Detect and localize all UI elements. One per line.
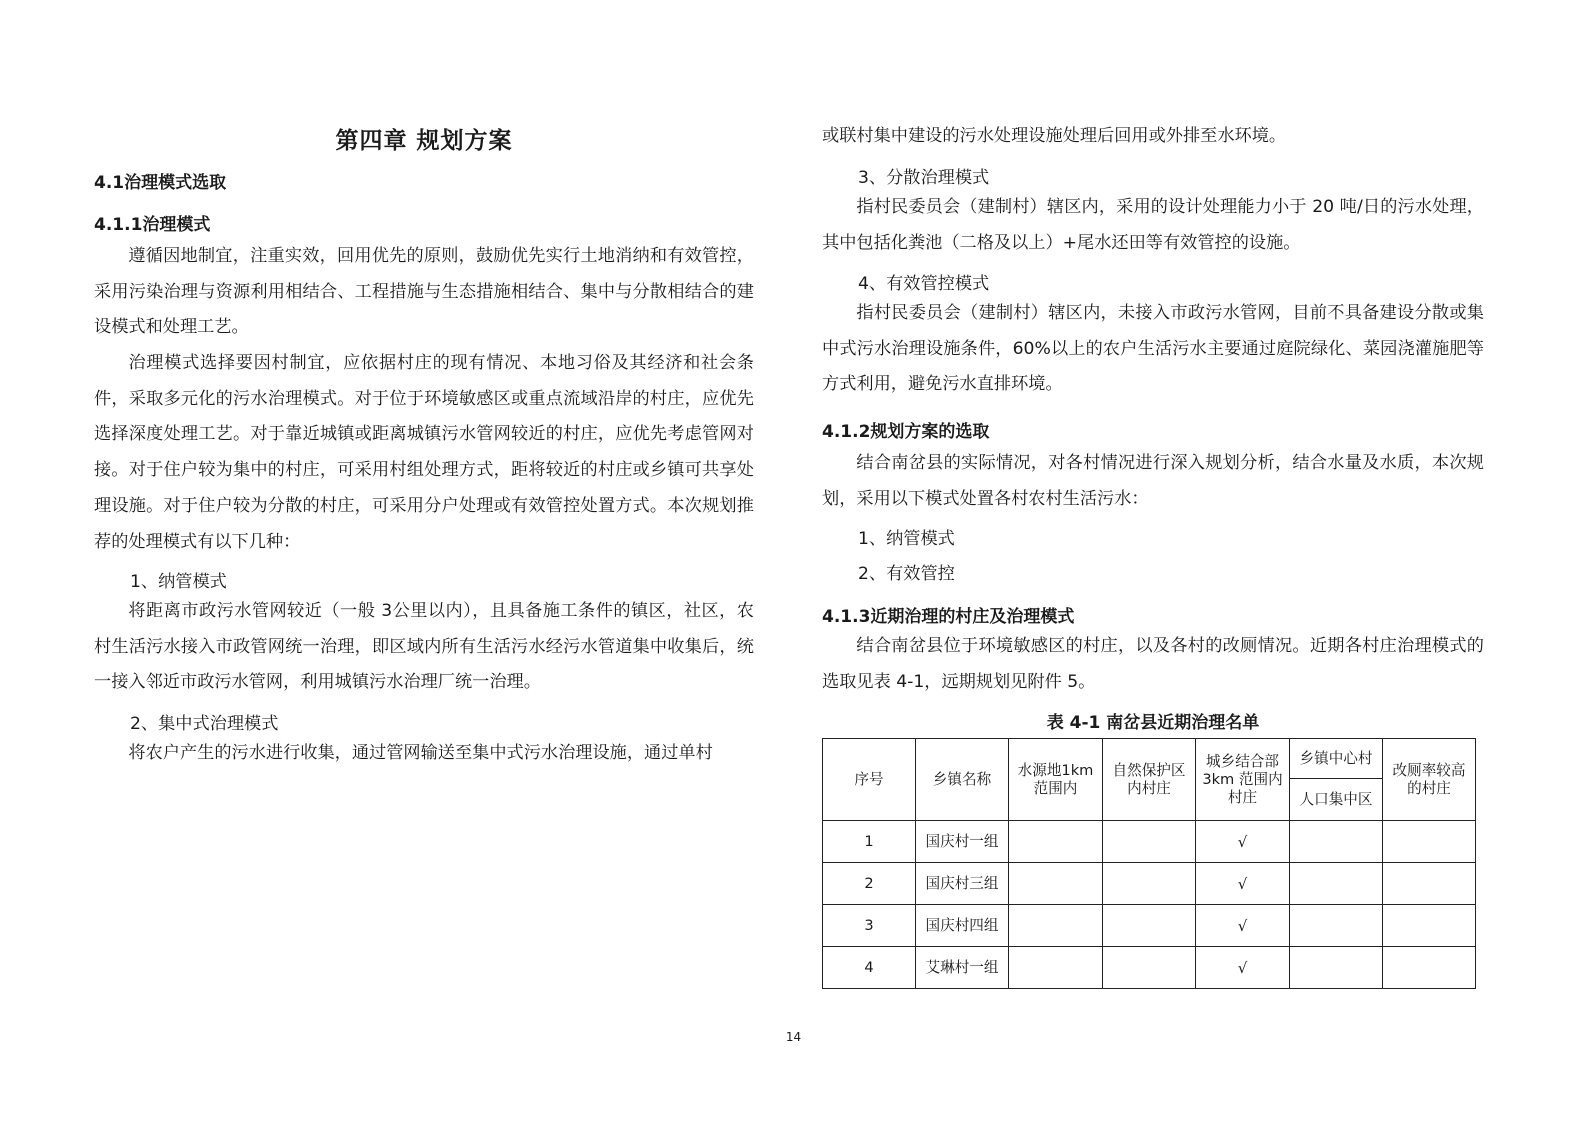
header-water-source: 水源地1km 范围内 [1009, 739, 1103, 821]
list-item: 2、有效管控 [858, 564, 955, 584]
paragraph-continued: 或联村集中建设的污水处理设施处理后回用或外排至水环境。 [822, 126, 1287, 146]
section-heading-4-1-2: 4.1.2规划方案的选取 [822, 422, 990, 442]
cell-town: 国庆村一组 [916, 821, 1009, 863]
cell-empty [1290, 821, 1383, 863]
cell-seq: 4 [823, 947, 916, 989]
cell-seq: 2 [823, 863, 916, 905]
paragraph: 治理模式选择要因村制宜，应依据村庄的现有情况、本地习俗及其经济和社会条件，采取多元化的污水治理模式。对于位于环境敏感区或重点流域沿岸的村庄，应优先选择深度处理工艺。对于靠近城镇或距离城镇污水管网较近的村庄，应优先考虑管网对接。对于住户较为集中的村庄，可采用村组处理方式，距将较近的村庄或乡镇可共享处理设施。对于住户较为分散的村庄，可采用分户处理或有效管控处置方式。本次规划推荐的处理模式有以下几种： [94, 353, 754, 552]
header-urban-rural: 城乡结合部 3km 范围内村庄 [1196, 739, 1290, 821]
header-population-center: 人口集中区 [1290, 779, 1383, 821]
list-item: 3、分散治理模式 [858, 168, 990, 188]
cell-empty [1009, 905, 1103, 947]
table-row [823, 947, 1476, 989]
paragraph: 指村民委员会（建制村）辖区内，未接入市政污水管网，目前不具备建设分散或集中式污水治理设施条件，60%以上的农户生活污水主要通过庭院绿化、菜园浇灌施肥等方式利用，避免污水直排环境。 [822, 303, 1484, 395]
header-nature-reserve: 自然保护区内村庄 [1103, 739, 1196, 821]
chapter-title: 第四章 规划方案 [335, 128, 513, 154]
cell-empty [1009, 821, 1103, 863]
page-number: 14 [785, 1030, 802, 1044]
paragraph: 将农户产生的污水进行收集，通过管网输送至集中式污水治理设施，通过单村 [128, 743, 713, 763]
governance-table [822, 738, 1476, 989]
cell-empty [1103, 947, 1196, 989]
cell-check: √ [1196, 947, 1290, 989]
header-town: 乡镇名称 [916, 739, 1009, 821]
table-row [823, 821, 1476, 863]
cell-empty [1103, 863, 1196, 905]
cell-seq: 3 [823, 905, 916, 947]
cell-check: √ [1196, 905, 1290, 947]
cell-check: √ [1196, 821, 1290, 863]
cell-empty [1103, 905, 1196, 947]
cell-empty [1383, 863, 1476, 905]
section-heading-4-1-3: 4.1.3近期治理的村庄及治理模式 [822, 607, 1075, 627]
cell-empty [1290, 947, 1383, 989]
cell-seq: 1 [823, 821, 916, 863]
table-body [823, 821, 1476, 989]
paragraph: 指村民委员会（建制村）辖区内，采用的设计处理能力小于 20 吨/日的污水处理，其中包括化粪池（二格及以上）+尾水还田等有效管控的设施。 [822, 197, 1484, 253]
header-seq: 序号 [823, 739, 916, 821]
cell-town: 艾琳村一组 [916, 947, 1009, 989]
cell-town: 国庆村三组 [916, 863, 1009, 905]
cell-empty [1103, 821, 1196, 863]
list-item: 1、纳管模式 [858, 529, 955, 549]
cell-check: √ [1196, 863, 1290, 905]
section-heading-4-1: 4.1治理模式选取 [94, 173, 227, 193]
cell-empty [1290, 905, 1383, 947]
cell-empty [1383, 905, 1476, 947]
paragraph: 结合南岔县的实际情况，对各村情况进行深入规划分析，结合水量及水质，本次规划，采用以下模式处置各村农村生活污水： [822, 453, 1484, 509]
list-item: 1、纳管模式 [130, 572, 227, 592]
list-item: 2、集中式治理模式 [130, 714, 279, 734]
cell-empty [1290, 863, 1383, 905]
section-heading-4-1-1: 4.1.1治理模式 [94, 215, 211, 235]
cell-empty [1009, 947, 1103, 989]
paragraph: 遵循因地制宜，注重实效，回用优先的原则，鼓励优先实行土地消纳和有效管控，采用污染治理与资源利用相结合、工程措施与生态措施相结合、集中与分散相结合的建设模式和处理工艺。 [94, 246, 754, 338]
paragraph: 将距离市政污水管网较近（一般 3公里以内），且具备施工条件的镇区，社区，农村生活污水接入市政管网统一治理，即区域内所有生活污水经污水管道集中收集后，统一接入邻近市政污水管网，利用城镇污水治理厂统一治理。 [94, 601, 754, 693]
cell-empty [1383, 947, 1476, 989]
cell-empty [1009, 863, 1103, 905]
table-row [823, 863, 1476, 905]
cell-empty [1383, 821, 1476, 863]
header-toilet-rate: 改厕率较高的村庄 [1383, 739, 1476, 821]
cell-town: 国庆村四组 [916, 905, 1009, 947]
list-item: 4、有效管控模式 [858, 274, 990, 294]
table-row [823, 905, 1476, 947]
paragraph: 结合南岔县位于环境敏感区的村庄，以及各村的改厕情况。近期各村庄治理模式的选取见表 4-1，远期规划见附件 5。 [822, 636, 1484, 692]
header-center-village: 乡镇中心村 [1290, 739, 1383, 779]
table-caption: 表 4-1 南岔县近期治理名单 [1046, 713, 1260, 733]
